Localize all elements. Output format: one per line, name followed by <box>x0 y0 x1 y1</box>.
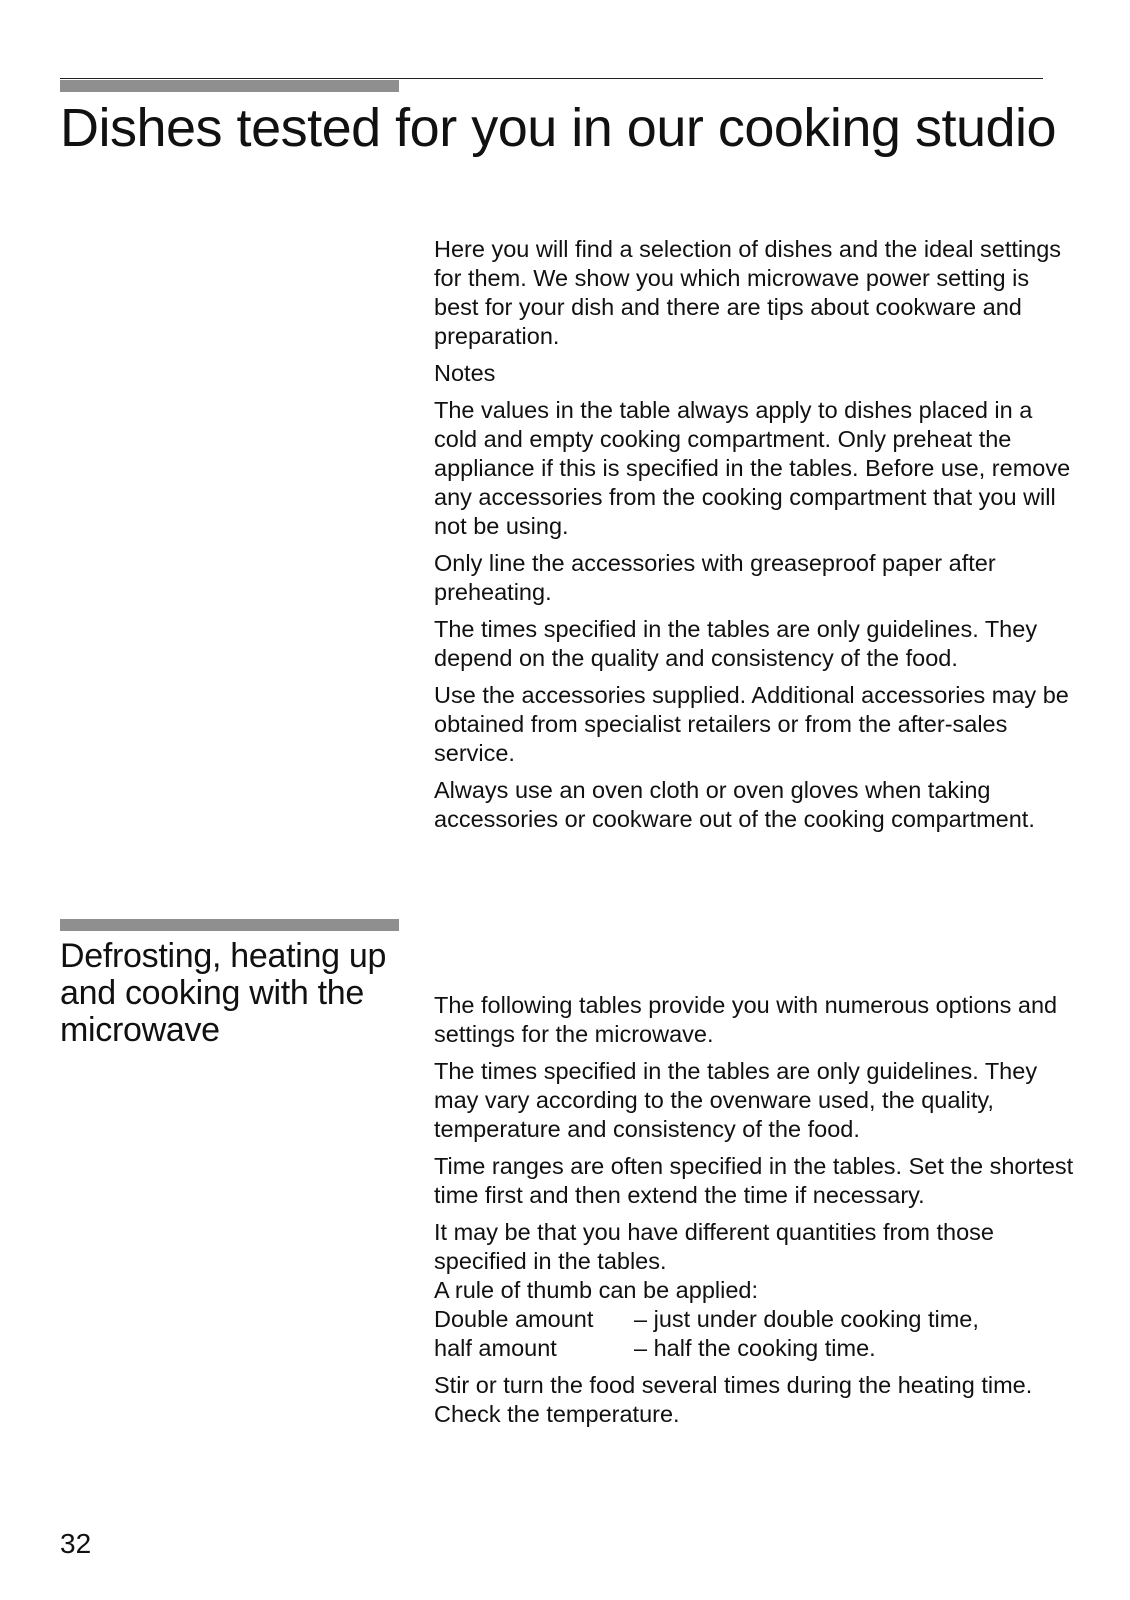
notes-heading: Notes <box>434 360 496 386</box>
section-paragraph: Time ranges are often specified in the tables. Set the shortest time first and then extend the time if necessary. <box>434 1153 1074 1208</box>
page-number: 32 <box>60 1528 92 1559</box>
note-item: Always use an oven cloth or oven gloves when taking accessories or cookware out of the cooking compartment. <box>434 777 1035 832</box>
note-item: The values in the table always apply to dishes placed in a cold and empty cooking compartment. Only preheat the appliance if this is specified in the tables. Before use, remove any accessories from the cooking compartment that you will not be using. <box>434 397 1071 539</box>
rule-amount: Double amount <box>434 1306 594 1332</box>
intro-column <box>434 235 1074 842</box>
top-divider <box>60 78 1043 79</box>
rule-result: – just under double cooking time, <box>634 1306 979 1332</box>
rule-row <box>434 1305 1074 1334</box>
section-paragraph: The times specified in the tables are only guidelines. They may vary according to the ovenware used, the quality, temperature and consistency of the food. <box>434 1058 1038 1142</box>
section-bar <box>60 919 399 931</box>
page-title: Dishes tested for you in our cooking studio <box>60 98 1057 158</box>
quantity-block <box>434 1218 1074 1363</box>
final-paragraph: Stir or turn the food several times during the heating time. Check the temperature. <box>434 1372 1033 1427</box>
rule-amount: half amount <box>434 1335 557 1361</box>
section-paragraph: The following tables provide you with numerous options and settings for the microwave. <box>434 992 1058 1047</box>
title-bar <box>60 80 399 92</box>
note-item: Use the accessories supplied. Additional accessories may be obtained from specialist retailers or from the after-sales service. <box>434 682 1069 766</box>
intro-paragraph: Here you will find a selection of dishes and the ideal settings for them. We show you which microwave power setting is best for your dish and there are tips about cookware and preparation. <box>434 236 1062 349</box>
rule-result: – half the cooking time. <box>634 1335 876 1361</box>
rule-row <box>434 1334 1074 1363</box>
section-heading: Defrosting, heating up and cooking with the microwave <box>60 937 387 1049</box>
note-item: Only line the accessories with greaseproof paper after preheating. <box>434 550 996 605</box>
note-item: The times specified in the tables are only guidelines. They depend on the quality and consistency of the food. <box>434 616 1038 671</box>
rule-intro: A rule of thumb can be applied: <box>434 1277 758 1303</box>
section-column <box>434 991 1074 1437</box>
quantity-paragraph: It may be that you have different quantities from those specified in the tables. <box>434 1219 994 1274</box>
